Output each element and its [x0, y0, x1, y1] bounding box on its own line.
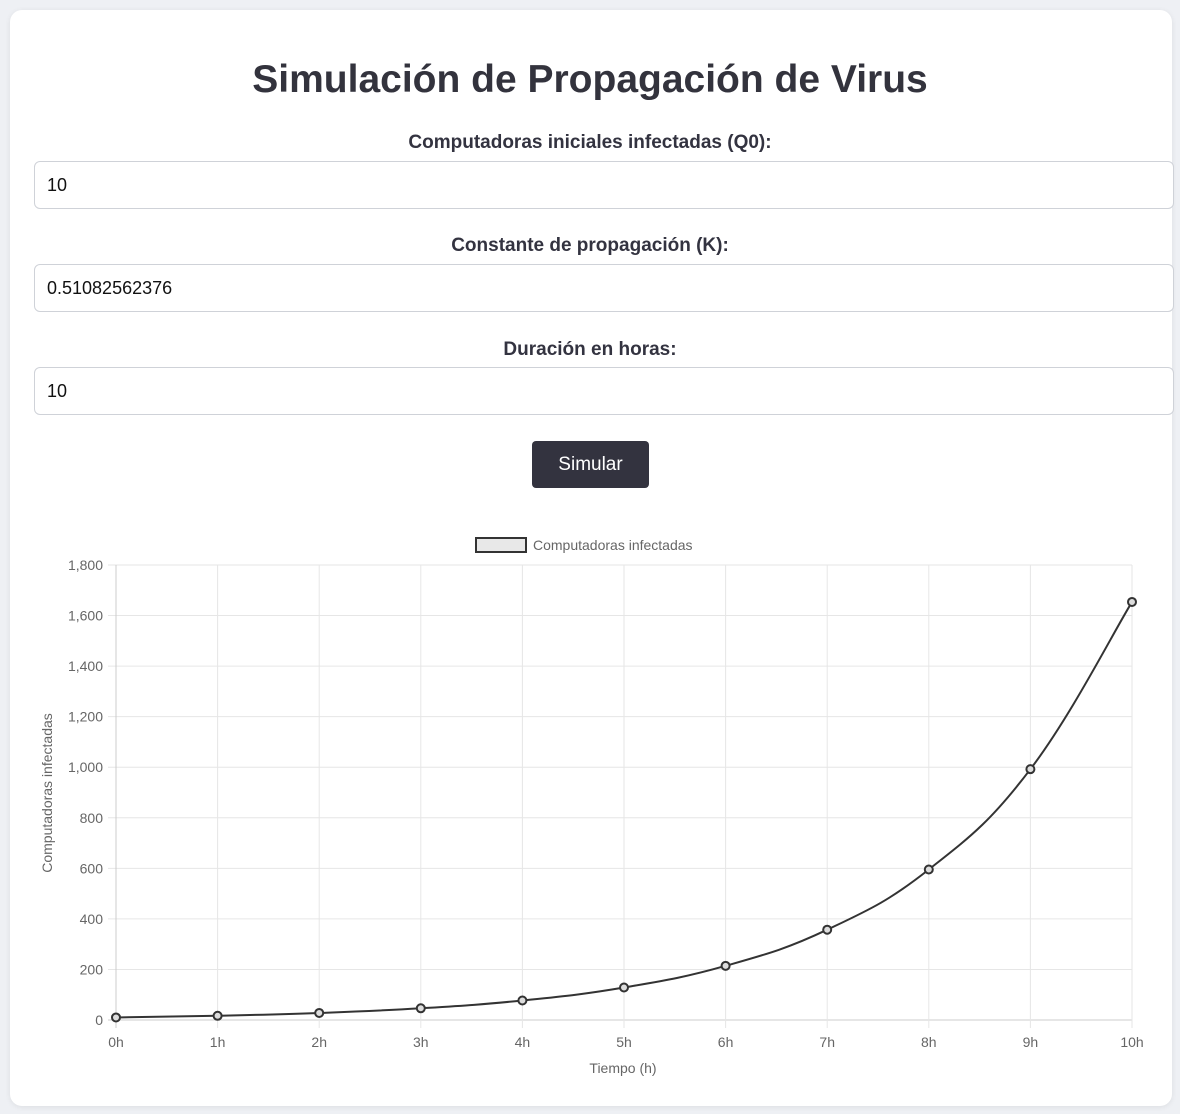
x-tick-label: 3h: [413, 1034, 429, 1050]
x-tick-label: 10h: [1120, 1034, 1144, 1050]
y-tick-label: 1,800: [67, 557, 103, 573]
data-point[interactable]: [722, 962, 730, 970]
x-tick-label: 9h: [1022, 1034, 1039, 1050]
y-tick-label: 400: [79, 910, 103, 927]
x-tick-label: 2h: [311, 1034, 327, 1050]
grid-lines: [108, 565, 1132, 1028]
x-tick-label: 5h: [616, 1034, 632, 1050]
y-tick-label: 0: [95, 1012, 103, 1028]
x-tick-label: 8h: [921, 1034, 937, 1050]
data-point[interactable]: [620, 983, 628, 991]
y-tick-label: 200: [79, 961, 103, 978]
y-tick-label: 800: [79, 809, 103, 826]
data-point[interactable]: [315, 1009, 323, 1017]
legend-swatch: [476, 538, 526, 552]
simulate-button[interactable]: Simular: [532, 441, 649, 488]
y-axis-title: Computadoras infectadas: [39, 713, 55, 873]
data-point[interactable]: [518, 996, 526, 1004]
x-tick-label: 4h: [514, 1034, 531, 1050]
data-point[interactable]: [925, 865, 933, 873]
q0-label: Computadoras iniciales infectadas (Q0):: [408, 132, 772, 153]
y-tick-label: 1,000: [67, 759, 103, 776]
x-tick-label: 7h: [819, 1034, 835, 1050]
q0-input[interactable]: [34, 161, 1174, 209]
page-title: Simulación de Propagación de Virus: [252, 58, 928, 101]
data-point[interactable]: [417, 1004, 425, 1012]
chart-legend[interactable]: [476, 537, 693, 553]
data-point[interactable]: [823, 926, 831, 934]
x-tick-label: 6h: [717, 1034, 734, 1050]
data-point[interactable]: [1026, 765, 1034, 773]
y-tick-label: 1,400: [67, 658, 103, 675]
duration-input[interactable]: [34, 367, 1174, 415]
k-label: Constante de propagación (K):: [451, 235, 729, 256]
infection-chart: [0, 520, 1180, 1090]
data-point[interactable]: [214, 1012, 222, 1020]
data-point[interactable]: [112, 1013, 120, 1021]
k-input[interactable]: [34, 264, 1174, 312]
x-tick-label: 0h: [108, 1034, 124, 1050]
x-tick-label: 1h: [209, 1034, 226, 1050]
y-tick-label: 1,200: [67, 708, 103, 725]
legend-label: Computadoras infectadas: [533, 537, 693, 553]
y-tick-label: 600: [79, 860, 103, 877]
y-tick-label: 1,600: [67, 607, 103, 624]
x-axis-title: Tiempo (h): [589, 1060, 657, 1076]
duration-label: Duración en horas:: [503, 339, 677, 360]
data-point[interactable]: [1128, 598, 1136, 606]
axes: [68, 557, 1144, 1050]
